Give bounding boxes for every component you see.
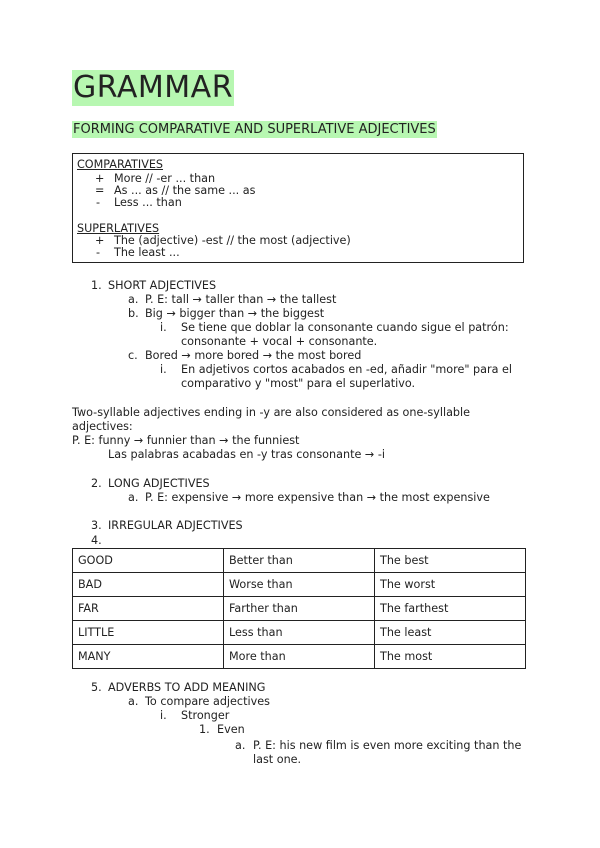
table-row: [73, 597, 526, 621]
table-cell: BAD: [73, 573, 224, 597]
list-item: En adjetivos cortos acabados en -ed, añadir "more" para el: [181, 363, 512, 376]
section-heading: IRREGULAR ADJECTIVES: [108, 519, 243, 532]
comparative-marker: -: [96, 196, 101, 209]
section-heading: SHORT ADJECTIVES: [108, 279, 217, 292]
superlative-marker: +: [95, 234, 105, 247]
list-marker: i.: [160, 363, 167, 376]
table-cell: FAR: [73, 597, 224, 621]
list-marker: c.: [128, 349, 138, 362]
list-number: 2.: [91, 477, 102, 490]
table-cell: Worse than: [224, 573, 375, 597]
list-marker: a.: [128, 293, 139, 306]
list-item: Big → bigger than → the biggest: [145, 307, 325, 320]
page-subtitle: FORMING COMPARATIVE AND SUPERLATIVE ADJECTIVES: [73, 122, 436, 137]
table-cell: The least: [375, 621, 526, 645]
superlative-item: The least ...: [114, 246, 180, 259]
list-item: P. E: his new film is even more exciting than the: [253, 739, 522, 752]
irregular-adjectives-table: [72, 548, 526, 669]
table-cell: LITTLE: [73, 621, 224, 645]
table-row: [73, 645, 526, 669]
list-number: 1.: [91, 279, 102, 292]
summary-box: [72, 153, 524, 263]
list-item: P. E: expensive → more expensive than → the most expensive: [145, 491, 490, 504]
list-item: P. E: tall → taller than → the tallest: [145, 293, 337, 306]
comparative-item: As ... as // the same ... as: [114, 184, 256, 197]
list-marker: a.: [128, 491, 139, 504]
table-cell: Better than: [224, 549, 375, 573]
table-row: [73, 621, 526, 645]
list-marker: i.: [160, 321, 167, 334]
list-marker: i.: [160, 709, 167, 722]
comparative-item: More // -er ... than: [114, 172, 216, 185]
list-item: Se tiene que doblar la consonante cuando sigue el patrón:: [181, 321, 509, 334]
table-cell: More than: [224, 645, 375, 669]
list-number: 5.: [91, 681, 102, 694]
table-row: [73, 549, 526, 573]
list-item: To compare adjectives: [145, 695, 270, 708]
list-number: 3.: [91, 519, 102, 532]
table-cell: The worst: [375, 573, 526, 597]
superlative-marker: -: [96, 246, 101, 259]
paragraph-example: P. E: funny → funnier than → the funniest: [72, 434, 300, 447]
paragraph-line: Two-syllable adjectives ending in -y are also considered as one-syllable: [72, 406, 471, 419]
table-cell: MANY: [73, 645, 224, 669]
table-cell: Less than: [224, 621, 375, 645]
page-title: GRAMMAR: [73, 70, 234, 105]
table-cell: The best: [375, 549, 526, 573]
list-item-continuation: comparativo y "most" para el superlativo.: [181, 377, 416, 390]
list-item-continuation: consonante + vocal + consonante.: [181, 335, 378, 348]
superlatives-heading: SUPERLATIVES: [77, 222, 160, 235]
list-marker: 1.: [199, 723, 210, 736]
list-marker: b.: [128, 307, 139, 320]
comparative-item: Less ... than: [114, 196, 182, 209]
section-heading: ADVERBS TO ADD MEANING: [108, 681, 266, 694]
table-cell: Farther than: [224, 597, 375, 621]
superlative-item: The (adjective) -est // the most (adjective): [114, 234, 351, 247]
list-marker: a.: [128, 695, 139, 708]
list-item: Bored → more bored → the most bored: [145, 349, 362, 362]
section-heading: LONG ADJECTIVES: [108, 477, 210, 490]
table-row: [73, 573, 526, 597]
paragraph-line: adjectives:: [72, 420, 133, 433]
list-number: 4.: [91, 534, 102, 547]
comparatives-heading: COMPARATIVES: [77, 158, 164, 171]
table-cell: The most: [375, 645, 526, 669]
comparative-marker: =: [95, 184, 105, 197]
paragraph-note: Las palabras acabadas en -y tras consonante → -i: [108, 448, 385, 461]
list-item: Even: [217, 723, 245, 736]
list-marker: a.: [235, 739, 246, 752]
table-cell: GOOD: [73, 549, 224, 573]
comparative-marker: +: [95, 172, 105, 185]
table-cell: The farthest: [375, 597, 526, 621]
list-item: Stronger: [181, 709, 230, 722]
list-item-continuation: last one.: [253, 753, 302, 766]
